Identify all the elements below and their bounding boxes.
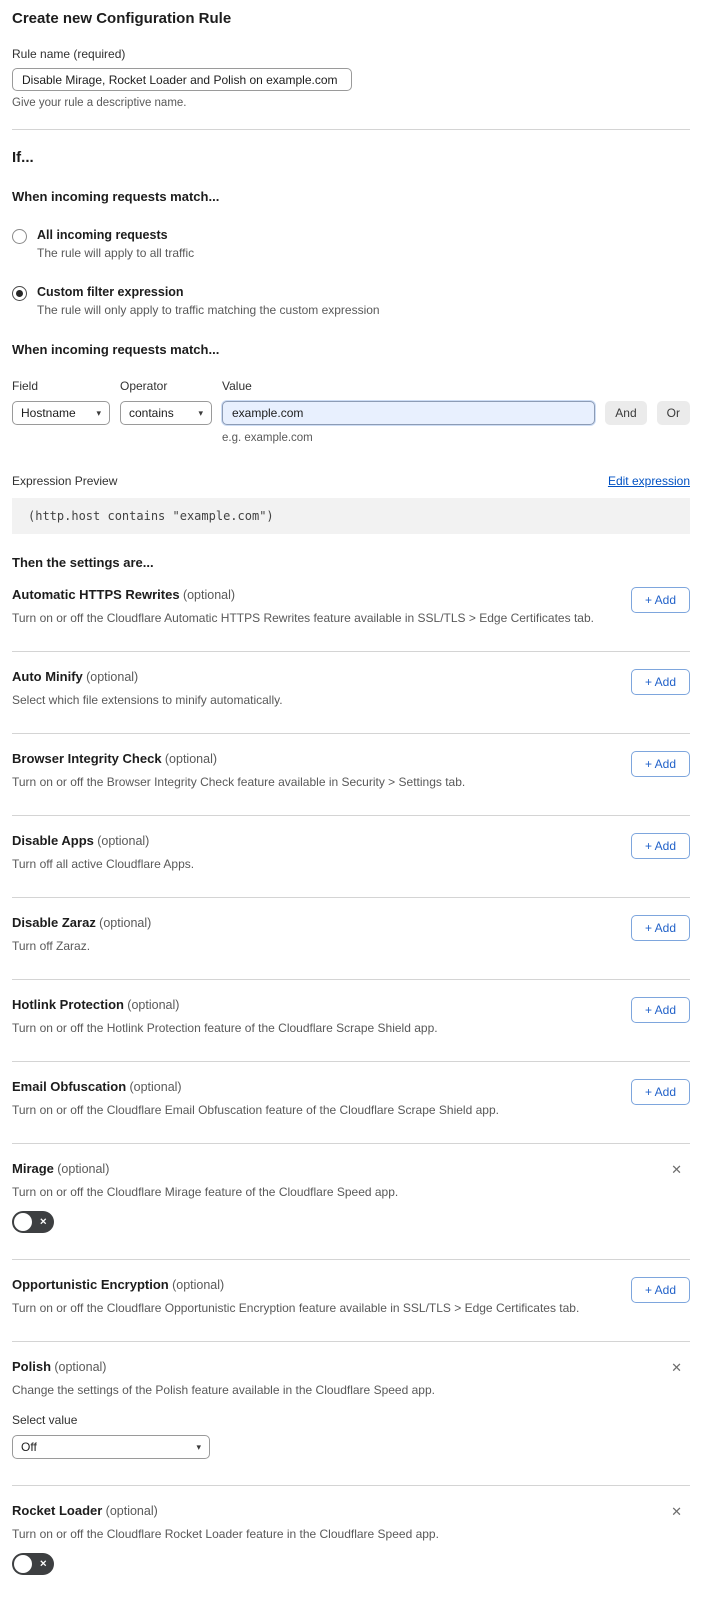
- setting-row-email-obfuscation: [12, 1062, 690, 1144]
- chevron-down-icon: ▾: [198, 407, 203, 418]
- page-title: Create new Configuration Rule: [12, 10, 232, 27]
- select-value: Off: [21, 1440, 37, 1454]
- select-value-label: Select value: [12, 1413, 78, 1427]
- toggle-knob: [14, 1213, 32, 1231]
- operator-select[interactable]: [120, 401, 212, 425]
- setting-row-disable-zaraz: [12, 898, 690, 980]
- setting-description: Turn on or off the Cloudflare Mirage feature of the Cloudflare Speed app.: [12, 1185, 399, 1199]
- setting-row-browser-integrity-check: [12, 734, 690, 816]
- setting-control: [631, 833, 690, 859]
- setting-optional-label: (optional): [54, 1360, 107, 1374]
- setting-main: [12, 751, 615, 815]
- section-divider: [12, 129, 690, 130]
- setting-row-automatic-https-rewrites: [12, 570, 690, 652]
- value-label: Value: [222, 379, 252, 393]
- setting-optional-label: (optional): [182, 588, 236, 602]
- value-hint: e.g. example.com: [222, 432, 313, 444]
- setting-description: Turn on or off the Browser Integrity Check feature available in Security > Settings tab.: [12, 775, 466, 789]
- setting-control: [667, 1359, 690, 1376]
- field-label: Field: [12, 379, 39, 393]
- setting-control: [631, 1277, 690, 1303]
- field-column: [12, 379, 110, 425]
- builder-heading: When incoming requests match...: [12, 342, 220, 357]
- setting-main: [12, 1503, 651, 1601]
- operator-column: [120, 379, 212, 425]
- remove-mirage-close-icon[interactable]: ✕: [667, 1161, 686, 1178]
- setting-select-block: [12, 1413, 651, 1459]
- chevron-down-icon: ▾: [196, 1441, 201, 1452]
- setting-row-disable-apps: [12, 816, 690, 898]
- setting-description: Turn on or off the Hotlink Protection feature of the Cloudflare Scrape Shield app.: [12, 1021, 438, 1035]
- setting-control: [631, 1079, 690, 1105]
- radio-description: The rule will apply to all traffic: [37, 246, 195, 260]
- mirage-toggle-off[interactable]: [12, 1211, 54, 1233]
- expression-preview-label: Expression Preview: [12, 474, 118, 488]
- add-auto-minify-button[interactable]: + Add: [631, 669, 690, 695]
- setting-row-rocket-loader: [12, 1486, 690, 1601]
- value-input[interactable]: [222, 401, 595, 425]
- setting-title: Browser Integrity Check: [12, 751, 162, 766]
- setting-control: [631, 751, 690, 777]
- setting-title: Auto Minify: [12, 669, 83, 684]
- setting-optional-label: (optional): [164, 752, 218, 766]
- add-browser-integrity-check-button[interactable]: + Add: [631, 751, 690, 777]
- setting-control: [667, 1503, 690, 1520]
- setting-description: Turn off Zaraz.: [12, 939, 91, 953]
- field-select[interactable]: [12, 401, 110, 425]
- chevron-down-icon: ▾: [96, 407, 101, 418]
- setting-row-hotlink-protection: [12, 980, 690, 1062]
- add-disable-apps-button[interactable]: + Add: [631, 833, 690, 859]
- radio-label: All incoming requests: [37, 228, 168, 242]
- setting-row-polish: [12, 1342, 690, 1486]
- expression-preview-header: [12, 474, 690, 488]
- expression-builder-row: [12, 379, 690, 444]
- setting-main: [12, 1277, 615, 1341]
- polish-value-select[interactable]: [12, 1435, 210, 1459]
- settings-heading: Then the settings are...: [12, 555, 154, 570]
- setting-title: Disable Apps: [12, 833, 94, 848]
- setting-description: Select which file extensions to minify automatically.: [12, 693, 283, 707]
- setting-main: [12, 833, 615, 897]
- field-select-value: Hostname: [21, 406, 76, 420]
- setting-title: Disable Zaraz: [12, 915, 96, 930]
- radio-label: Custom filter expression: [37, 285, 184, 299]
- radio-button-icon[interactable]: [12, 229, 27, 244]
- setting-optional-label: (optional): [129, 1080, 182, 1094]
- toggle-off-x-icon: ✕: [39, 1216, 47, 1227]
- setting-main: [12, 1161, 651, 1259]
- radio-all-incoming-requests[interactable]: [12, 228, 690, 260]
- radio-button-icon[interactable]: [12, 286, 27, 301]
- setting-optional-label: (optional): [172, 1278, 225, 1292]
- rocket-loader-toggle-off[interactable]: [12, 1553, 54, 1575]
- match-heading: When incoming requests match...: [12, 189, 220, 204]
- setting-control: [631, 915, 690, 941]
- setting-main: [12, 1079, 615, 1143]
- add-email-obfuscation-button[interactable]: + Add: [631, 1079, 690, 1105]
- setting-control: [667, 1161, 690, 1178]
- setting-optional-label: (optional): [97, 834, 150, 848]
- toggle-knob: [14, 1555, 32, 1573]
- setting-description: Turn on or off the Cloudflare Rocket Loader feature in the Cloudflare Speed app.: [12, 1527, 439, 1541]
- match-type-radio-group: [12, 228, 690, 317]
- toggle-off-x-icon: ✕: [39, 1558, 47, 1569]
- setting-optional-label: (optional): [57, 1162, 110, 1176]
- radio-description: The rule will only apply to traffic matching the custom expression: [37, 303, 380, 317]
- setting-row-mirage: [12, 1144, 690, 1260]
- setting-main: [12, 997, 615, 1061]
- edit-expression-link[interactable]: Edit expression: [607, 474, 690, 488]
- setting-main: [12, 1359, 651, 1485]
- remove-polish-close-icon[interactable]: ✕: [667, 1359, 686, 1376]
- setting-control: [631, 587, 690, 613]
- add-disable-zaraz-button[interactable]: + Add: [631, 915, 690, 941]
- setting-control: [631, 997, 690, 1023]
- setting-optional-label: (optional): [99, 916, 152, 930]
- setting-main: [12, 669, 615, 733]
- setting-description: Change the settings of the Polish feature available in the Cloudflare Speed app.: [12, 1383, 435, 1397]
- setting-title: Rocket Loader: [12, 1503, 103, 1518]
- add-hotlink-protection-button[interactable]: + Add: [631, 997, 690, 1023]
- setting-row-auto-minify: [12, 652, 690, 734]
- setting-description: Turn on or off the Cloudflare Opportunistic Encryption feature available in SSL/TLS > Edge Certificates tab.: [12, 1301, 580, 1315]
- setting-title: Polish: [12, 1359, 52, 1374]
- setting-optional-label: (optional): [127, 998, 180, 1012]
- setting-control: [631, 669, 690, 695]
- expression-preview-code: (http.host contains "example.com"): [12, 498, 690, 534]
- operator-select-value: contains: [129, 406, 174, 420]
- settings-list: [12, 570, 690, 1601]
- if-heading: If...: [12, 149, 34, 166]
- setting-description: Turn on or off the Cloudflare Email Obfuscation feature of the Cloudflare Scrape Shield app.: [12, 1103, 499, 1117]
- setting-description: Turn off all active Cloudflare Apps.: [12, 857, 195, 871]
- setting-title: Hotlink Protection: [12, 997, 124, 1012]
- rule-name-help: Give your rule a descriptive name.: [12, 97, 187, 109]
- and-button[interactable]: And: [605, 401, 646, 425]
- add-opportunistic-encryption-button[interactable]: + Add: [631, 1277, 690, 1303]
- setting-main: [12, 915, 615, 979]
- setting-title: Opportunistic Encryption: [12, 1277, 169, 1292]
- setting-row-opportunistic-encryption: [12, 1260, 690, 1342]
- operator-label: Operator: [120, 379, 168, 393]
- value-column: [222, 379, 595, 444]
- radio-custom-filter-expression[interactable]: [12, 285, 690, 317]
- or-button[interactable]: Or: [657, 401, 690, 425]
- setting-optional-label: (optional): [86, 670, 139, 684]
- setting-description: Turn on or off the Cloudflare Automatic HTTPS Rewrites feature available in SSL/TLS > Edge Certificates tab.: [12, 611, 594, 625]
- setting-title: Email Obfuscation: [12, 1079, 127, 1094]
- setting-title: Automatic HTTPS Rewrites: [12, 587, 180, 602]
- rule-name-section: [12, 47, 690, 109]
- rule-name-label: Rule name (required): [12, 47, 126, 61]
- rule-name-input[interactable]: [12, 68, 352, 91]
- setting-title: Mirage: [12, 1161, 54, 1176]
- setting-main: [12, 587, 615, 651]
- setting-optional-label: (optional): [105, 1504, 158, 1518]
- add-automatic-https-rewrites-button[interactable]: + Add: [631, 587, 690, 613]
- remove-rocket-loader-close-icon[interactable]: ✕: [667, 1503, 686, 1520]
